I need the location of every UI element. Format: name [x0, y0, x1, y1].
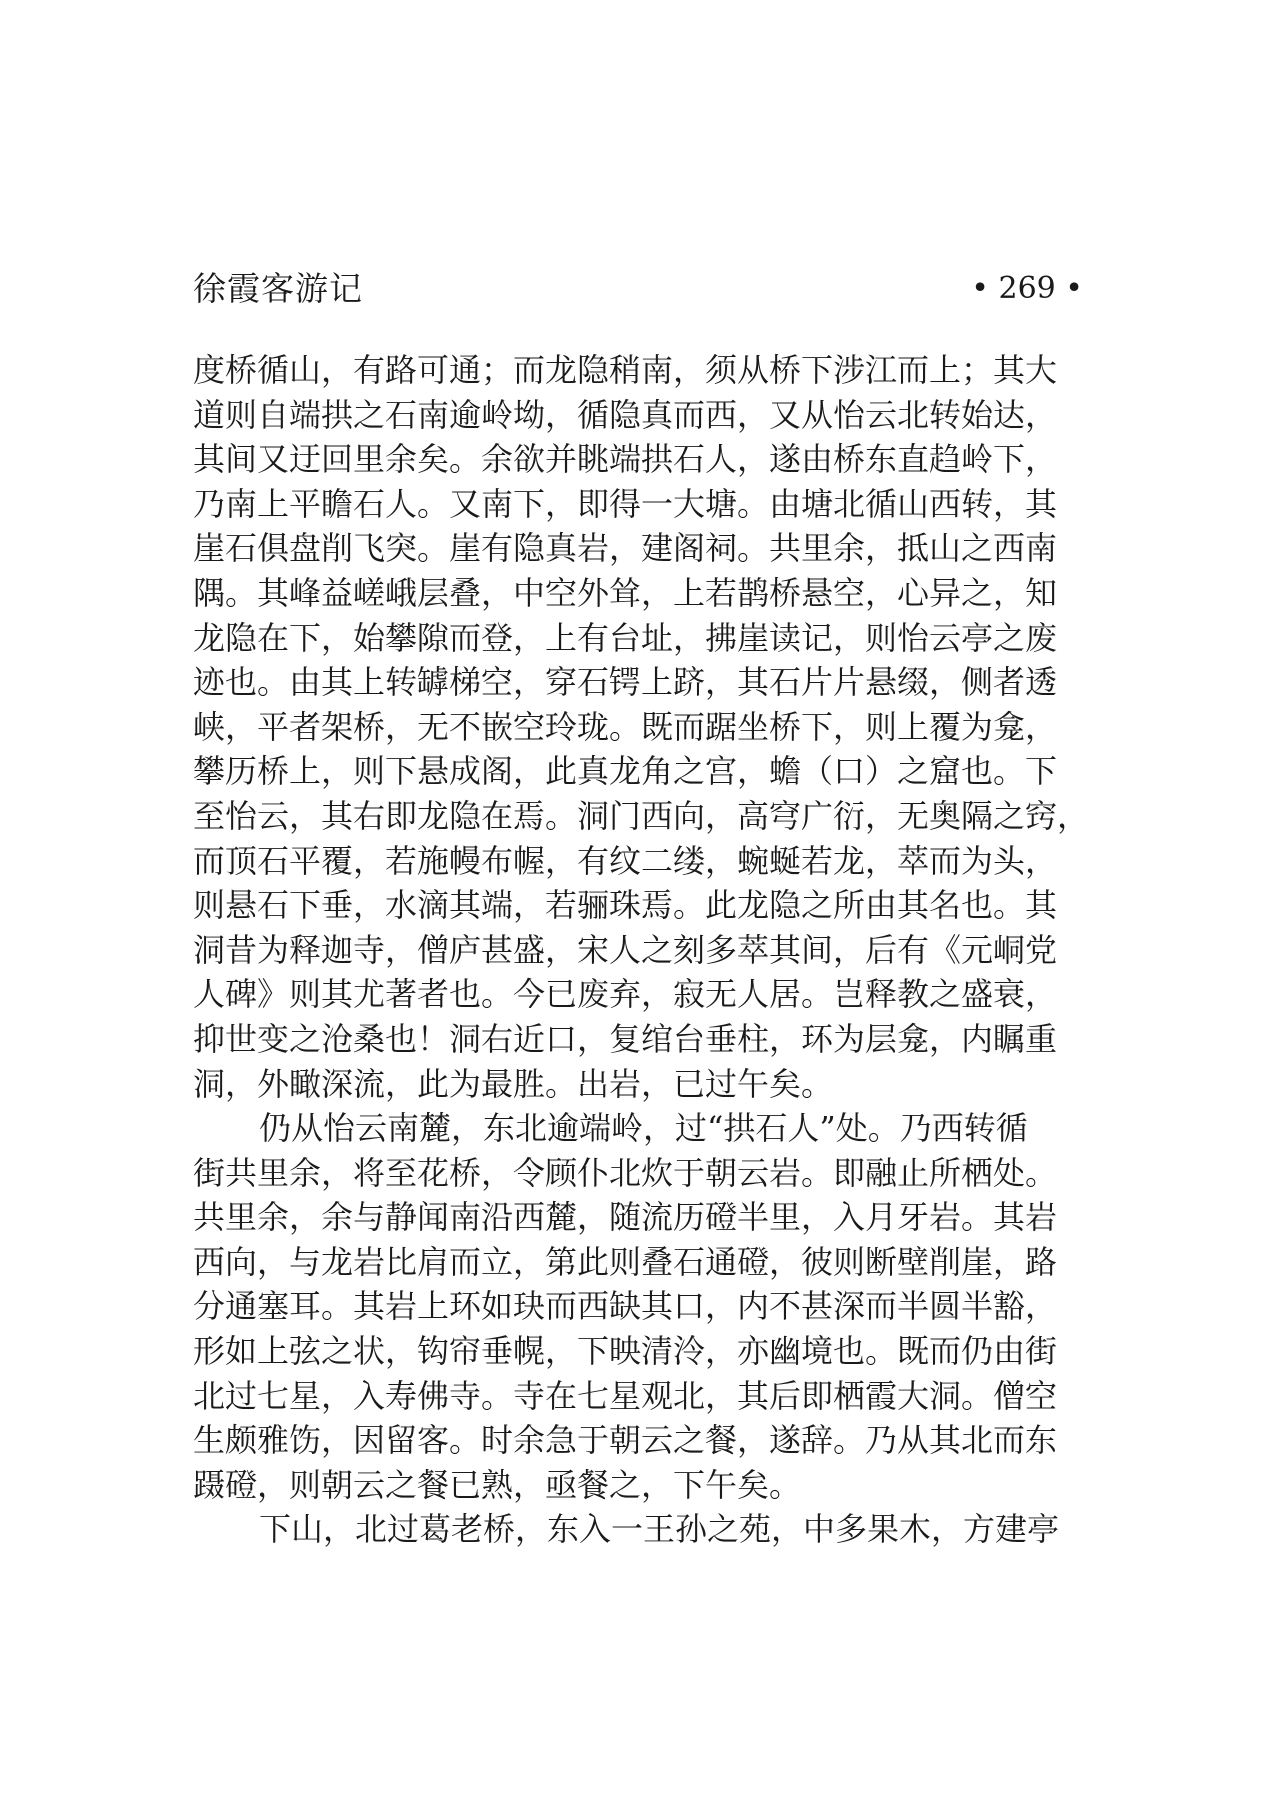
text-line: 共里余，余与静闻南沿西麓，随流历磴半里，入月牙岩。其岩 [193, 1198, 1058, 1237]
text-line: 峡，平者架桥，无不嵌空玲珑。既而踞坐桥下，则上覆为龛， [193, 707, 1058, 746]
text-line: 龙隐在下，始攀隙而登，上有台址，拂崖读记，则怡云亭之废 [193, 618, 1058, 657]
book-title: 徐霞客游记 [193, 269, 363, 308]
text-line: 洞昔为释迦寺，僧庐甚盛，宋人之刻多萃其间，后有《元峒党 [193, 930, 1058, 969]
body-text [193, 348, 1115, 1552]
text-line: 道则自端拱之石南逾岭坳，循隐真而西，又从怡云北转始达， [193, 395, 1058, 434]
text-line: 而顶石平覆，若施幔布幄，有纹二缕，蜿蜒若龙，萃而为头， [193, 841, 1058, 880]
text-line: 抑世变之沧桑也！洞右近口，复绾台垂柱，环为层龛，内瞩重 [193, 1019, 1058, 1058]
text-line: 其间又迂回里余矣。余欲并眺端拱石人，遂由桥东直趋岭下， [193, 440, 1058, 479]
text-line: 乃南上平瞻石人。又南下，即得一大塘。由塘北循山西转，其 [193, 484, 1058, 523]
text-line: 隅。其峰益嵯峨层叠，中空外耸，上若鹊桥悬空，心异之，知 [193, 573, 1058, 612]
text-line: 洞，外瞰深流，此为最胜。出岩，已过午矣。 [193, 1064, 834, 1103]
text-line: 人碑》则其尤著者也。今已废弃，寂无人居。岂释教之盛衰， [193, 975, 1058, 1014]
text-line: 迹也。由其上转罅梯空，穿石锷上跻，其石片片悬缀，侧者透 [193, 663, 1058, 702]
text-line: 西向，与龙岩比肩而立，第此则叠石通磴，彼则断壁削崖，路 [193, 1242, 1058, 1281]
text-line: 至怡云，其右即龙隐在焉。洞门西向，高穹广衍，无奥隔之窍， [193, 796, 1090, 835]
text-line: 街共里余，将至花桥，令顾仆北炊于朝云岩。即融止所栖处。 [193, 1153, 1058, 1192]
text-line: 则悬石下垂，水滴其端，若骊珠焉。此龙隐之所由其名也。其 [193, 886, 1058, 925]
text-line: 分通塞耳。其岩上环如玦而西缺其口，内不甚深而半圆半豁， [193, 1287, 1058, 1326]
text-line: 度桥循山，有路可通；而龙隐稍南，须从桥下涉江而上；其大 [193, 351, 1058, 389]
text-line: 生颇雅饬，因留客。时余急于朝云之餐，遂辞。乃从其北而东 [193, 1421, 1058, 1460]
page-number: • 269 • [971, 271, 1083, 306]
text-line: 蹑磴，则朝云之餐已熟，亟餐之，下午矣。 [193, 1465, 802, 1504]
text-line: 下山，北过葛老桥，东入一王孙之苑，中多果木，方建亭 [259, 1510, 1060, 1549]
running-head [193, 264, 1083, 314]
text-line: 攀历桥上，则下悬成阁，此真龙角之宫，蟾（口）之窟也。下 [193, 752, 1058, 791]
text-line: 北过七星，入寿佛寺。寺在七星观北，其后即栖霞大洞。僧空 [193, 1376, 1058, 1415]
text-line: 形如上弦之状，钩帘垂幌，下映清泠，亦幽境也。既而仍由街 [193, 1332, 1058, 1371]
text-line: 崖石俱盘削飞突。崖有隐真岩，建阁祠。共里余，抵山之西南 [193, 529, 1058, 568]
text-line: 仍从怡云南麓，东北逾端岭，过“拱石人”处。乃西转循 [259, 1109, 1028, 1148]
